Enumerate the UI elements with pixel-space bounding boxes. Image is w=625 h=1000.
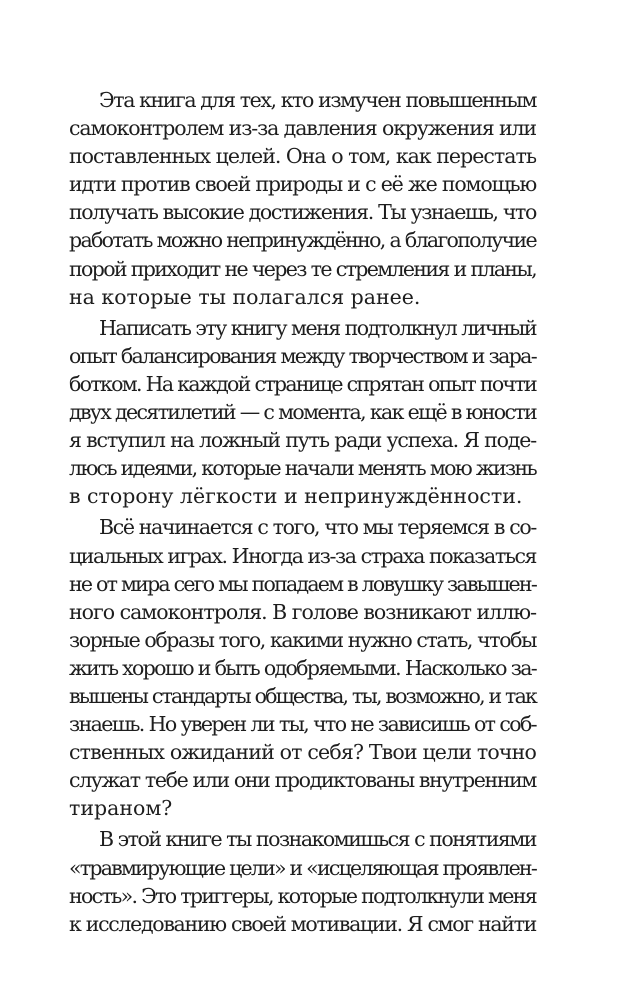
- text-line: поставленных целей. Она о том, как перестать: [69, 144, 536, 169]
- paragraph-2: [69, 314, 536, 511]
- text-line: «травмирующие цели» и «исцеляющая проявлен-: [69, 855, 536, 880]
- text-line: ного самоконтроля. В голове возникают иллю-: [69, 599, 536, 624]
- book-page: [69, 86, 536, 938]
- text-line: зорные образы того, какими нужно стать, чтобы: [69, 627, 536, 652]
- text-line: идти против своей природы и с её же помощью: [69, 172, 536, 197]
- text-line: двух десятилетий — с момента, как ещё в юности: [69, 400, 536, 425]
- text-line: тираном?: [69, 796, 173, 821]
- text-line: Всё начинается с того, что мы теряемся в со-: [99, 515, 536, 540]
- paragraph-3: [69, 513, 536, 822]
- text-line: самоконтролем из-за давления окружения или: [69, 116, 536, 141]
- text-line: циальных играх. Иногда из-за страха показаться: [69, 543, 536, 568]
- text-line: Написать эту книгу меня подтолкнул личный: [99, 315, 536, 340]
- text-line: к исследованию своей мотивации. Я смог найти: [69, 911, 536, 936]
- text-line: знаешь. Но уверен ли ты, что не зависишь от соб-: [69, 712, 536, 737]
- text-line: ность». Это триггеры, которые подтолкнули меня: [69, 883, 536, 908]
- text-line: В этой книге ты познакомишься с понятиями: [99, 827, 536, 852]
- text-line: работать можно непринуждённо, а благополучие: [69, 228, 536, 253]
- text-line: люсь идеями, которые начали менять мою жизнь: [69, 456, 536, 481]
- text-line: опыт балансирования между творчеством и зара-: [69, 343, 536, 368]
- text-line: я вступил на ложный путь ради успеха. Я поде-: [69, 428, 536, 453]
- text-line: в сторону лёгкости и непринуждённости.: [69, 484, 523, 509]
- text-line: служат тебе или они продиктованы внутренним: [69, 768, 536, 793]
- paragraph-1: [69, 86, 536, 311]
- text-line: Эта книга для тех, кто измучен повышенным: [99, 88, 536, 112]
- text-line: получать высокие достижения. Ты узнаешь, что: [69, 200, 536, 225]
- text-line: порой приходит не через те стремления и планы,: [69, 256, 536, 281]
- text-line: ственных ожиданий от себя? Твои цели точно: [69, 740, 536, 765]
- text-line: не от мира сего мы попадаем в ловушку завышен-: [69, 571, 536, 596]
- paragraph-4: [69, 825, 536, 937]
- text-line: ботком. На каждой странице спрятан опыт почти: [69, 371, 536, 396]
- text-line: на которые ты полагался ранее.: [69, 284, 421, 309]
- text-line: жить хорошо и быть одобряемыми. Насколько за-: [69, 655, 536, 680]
- text-line: вышены стандарты общества, ты, возможно, и так: [69, 683, 536, 708]
